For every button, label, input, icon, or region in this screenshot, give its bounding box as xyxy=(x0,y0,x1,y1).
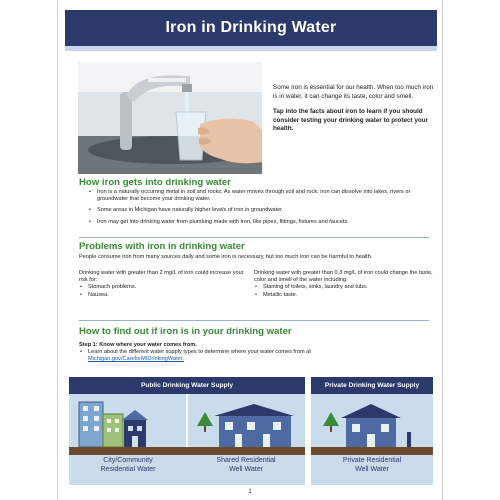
title-banner xyxy=(65,10,437,46)
private-supply-panel xyxy=(311,377,433,485)
health-effects-column xyxy=(79,270,244,299)
shared-well-caption xyxy=(187,457,305,474)
section-divider xyxy=(79,320,429,321)
drinking-water-link[interactable]: Michigan.gov/CareforMIDrinkingWater. xyxy=(88,356,184,363)
intro-paragraph: Some iron is essential for our health. When too much iron is in water, it can change its taste, color and smell. xyxy=(273,84,434,100)
list-item: • Staining of toilets, sinks, laundry and tubs. xyxy=(254,284,434,291)
private-supply-title: Private Drinking Water Supply xyxy=(311,377,433,394)
list-item: • Iron is a naturally occurring metal in soil and rocks. As water moves through soil and rock, iron can dissolve into lakes, rivers or groundwater that become your drinking water. xyxy=(88,189,433,203)
list-item: • Stomach problems. xyxy=(79,284,244,291)
public-supply-title: Public Drinking Water Supply xyxy=(69,377,305,394)
step-1 xyxy=(79,342,434,368)
private-well-caption xyxy=(311,457,433,474)
health-effects-list xyxy=(79,284,244,298)
step-list xyxy=(79,349,434,363)
list-item: • Metallic taste. xyxy=(254,292,434,299)
section-heading-find-out: How to find out if iron is in your drinking water xyxy=(79,326,292,337)
section-heading-how-iron-gets-in: How iron gets into drinking water xyxy=(79,177,231,188)
section-heading-problems: Problems with iron in drinking water xyxy=(79,241,245,252)
aesthetic-effects-list xyxy=(254,284,434,298)
private-supply-illustration xyxy=(311,394,433,451)
public-supply-illustration xyxy=(69,394,305,451)
public-supply-panel xyxy=(69,377,305,485)
soil-layer xyxy=(69,447,305,455)
soil-layer xyxy=(311,447,433,455)
title-underline xyxy=(65,46,437,51)
aesthetic-effects-column xyxy=(254,270,434,299)
step-bullet-text: Learn about the different water supply types to determine where your water comes from at xyxy=(88,349,311,356)
document-page xyxy=(57,0,443,500)
list-item: • Nausea. xyxy=(79,292,244,299)
page-title: Iron in Drinking Water xyxy=(165,19,337,36)
list-item xyxy=(79,349,434,363)
shared-caption-line2: Well Water xyxy=(229,465,263,473)
intro-text xyxy=(273,84,438,141)
section-divider xyxy=(79,237,429,238)
city-caption-line1: City/Community xyxy=(103,457,153,464)
section1-body xyxy=(88,189,433,230)
private-caption-line2: Well Water xyxy=(355,465,389,473)
list-item: • Some areas in Michigan have naturally higher levels of iron in groundwater. xyxy=(88,207,433,214)
aesthetic-effects-intro: Drinking water with greater than 0.3 mg/L of iron could change the taste, color and smell of the water including: xyxy=(254,270,433,284)
private-caption-line1: Private Residential xyxy=(342,457,402,464)
faucet-photo xyxy=(78,62,262,174)
city-caption-line2: Residential Water xyxy=(100,465,156,473)
health-effects-intro: Drinking water with greater than 2 mg/L of iron could increase your risk for: xyxy=(79,270,244,284)
step-label: Step 1: Know where your water comes from. xyxy=(79,342,197,348)
page-number: 1 xyxy=(248,489,252,495)
section1-bullet-list xyxy=(88,189,433,226)
intro-callout: Tap into the facts about iron to learn if you should consider testing your drinking water to protect your health. xyxy=(273,108,428,133)
section2-paragraph: People consume iron from many sources daily and some iron is necessary, but too much iron can be harmful to health. xyxy=(79,254,373,260)
city-community-caption xyxy=(69,457,187,474)
list-item: • Iron may get into drinking water from plumbing made with iron, like pipes, fittings, fixtures and faucets. xyxy=(88,219,433,226)
faucet-glass-illustration xyxy=(78,62,262,174)
shared-caption-line1: Shared Residential xyxy=(216,457,276,464)
